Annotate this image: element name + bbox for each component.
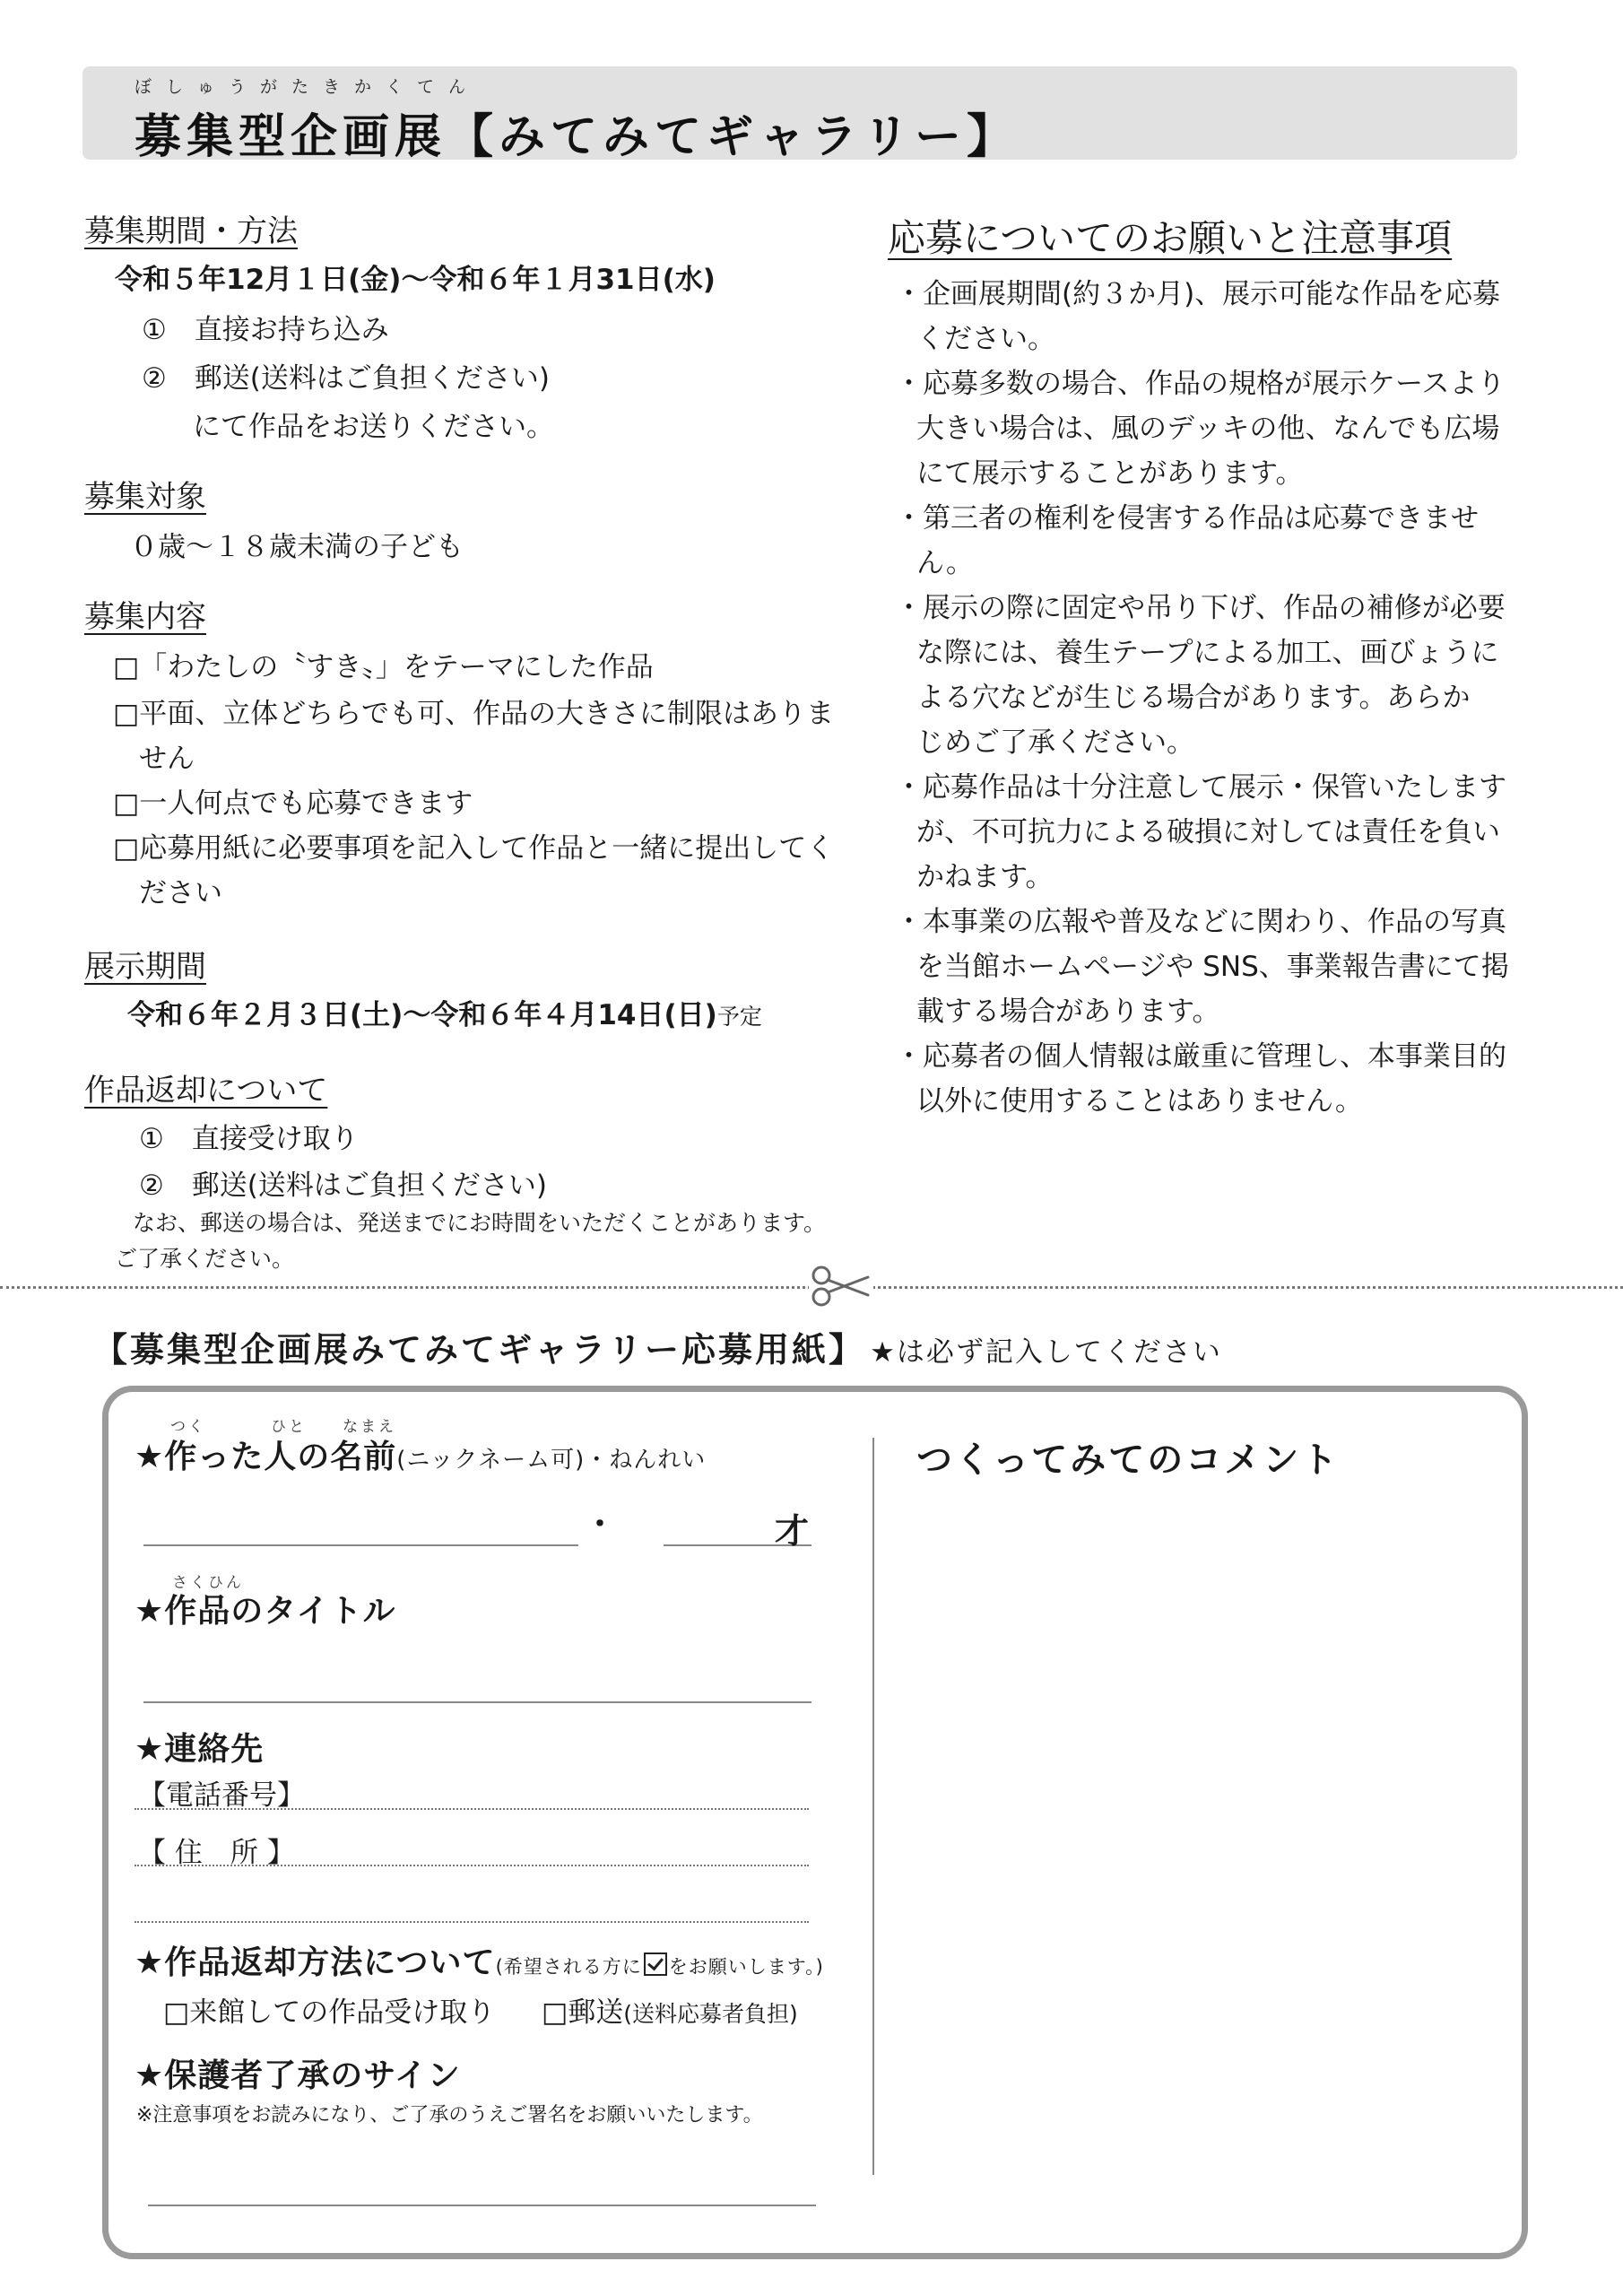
name-input-line[interactable]	[143, 1544, 578, 1546]
target-text: ０歳～１８歳未満の子ども	[130, 531, 464, 563]
content-heading: 募集内容	[84, 599, 206, 635]
notes-line: を当館ホームページや SNS、事業報告書にて掲	[916, 951, 1509, 983]
notes-line: ・第三者の権利を侵害する作品は応募できませ	[895, 502, 1479, 535]
notes-line: ください。	[916, 323, 1055, 355]
period-dates: 令和５年12月１日(金)～令和６年１月31日(水)	[115, 264, 716, 296]
exhibit-suffix: 予定	[716, 1004, 762, 1030]
comment-area[interactable]	[883, 1489, 1502, 2170]
name-label: ★作った人の名前	[135, 1439, 397, 1475]
period-heading: 募集期間・方法	[84, 213, 298, 249]
return-method-2: ② 郵送(送料はご負担ください)	[139, 1170, 547, 1202]
address-input-line-2[interactable]	[135, 1921, 809, 1923]
notes-line: にて展示することがあります。	[916, 457, 1304, 490]
return-method-note: (希望される方に をお願いします。)	[496, 1956, 824, 1978]
title-label: ★作品のタイトル	[135, 1593, 396, 1630]
name-ruby-namae: なまえ	[343, 1418, 396, 1436]
notes-line: ん。	[916, 547, 974, 579]
age-unit: 才	[775, 1511, 810, 1551]
phone-input-line[interactable]	[135, 1808, 809, 1810]
name-label-row	[135, 1431, 706, 1477]
form-divider	[872, 1438, 874, 2175]
notes-line: ・応募多数の場合、作品の規格が展示ケースより	[895, 368, 1506, 400]
page-title: 募集型企画展【みてみてギャラリー】	[135, 110, 1020, 164]
signature-line[interactable]	[148, 2205, 816, 2206]
content-line: □平面、立体どちらでも可、作品の大きさに制限はありま	[113, 698, 834, 730]
name-ruby-hito: ひと	[271, 1418, 307, 1436]
contact-label: ★連絡先	[135, 1731, 265, 1768]
notes-line: ・応募作品は十分注意して展示・保管いたします	[895, 771, 1506, 804]
title-ruby: さくひん	[172, 1574, 244, 1592]
form-subheading: ★は必ず記入してください	[870, 1336, 1222, 1369]
address-input-line[interactable]	[135, 1865, 809, 1866]
content-line: □応募用紙に必要事項を記入して作品と一緒に提出してく	[113, 832, 835, 865]
notes-line: な際には、養生テープによる加工、画びょうに	[916, 637, 1499, 669]
checkmark-box-icon	[644, 1952, 667, 1976]
phone-label: 【電話番号】	[138, 1779, 305, 1812]
return-method-1: ① 直接受け取り	[139, 1123, 359, 1155]
return-option-pickup[interactable]: □来館しての作品受け取り	[163, 1996, 496, 2029]
notes-line: ・応募者の個人情報は厳重に管理し、本事業目的	[895, 1040, 1506, 1073]
notes-line: 大きい場合は、風のデッキの他、なんでも広場	[916, 413, 1500, 445]
return-heading: 作品返却について	[84, 1073, 328, 1109]
notes-line: 以外に使用することはありません。	[916, 1085, 1363, 1118]
notes-line: かねます。	[916, 861, 1054, 893]
notes-line: が、不可抗力による破損に対しては責任を負い	[916, 816, 1500, 848]
exhibit-heading: 展示期間	[84, 949, 206, 985]
period-method-1: ① 直接お持ち込み	[142, 314, 389, 346]
notes-line: よる穴などが生じる場合があります。あらか	[916, 682, 1471, 714]
form-heading-row	[93, 1322, 1222, 1371]
form-heading: 【募集型企画展みてみてギャラリー応募用紙】	[93, 1330, 866, 1370]
name-label-sub: (ニックネーム可)・ねんれい	[396, 1447, 707, 1474]
notes-line: ・展示の際に固定や吊り下げ、作品の補修が必要	[895, 592, 1506, 624]
return-method-label: ★作品返却方法について	[135, 1944, 496, 1981]
notes-line: ・本事業の広報や普及などに関わり、作品の写真	[895, 906, 1506, 938]
period-method-2: ② 郵送(送料はご負担ください)	[142, 362, 550, 395]
content-line: ださい	[139, 877, 222, 909]
return-note: なお、郵送の場合は、発送までにお時間をいただくことがあります。	[133, 1210, 827, 1236]
notes-heading: 応募についてのお願いと注意事項	[888, 216, 1453, 260]
scissors-icon	[809, 1259, 873, 1313]
title-ruby: ぼしゅうがたきかくてん	[135, 77, 481, 97]
return-method-row	[135, 1937, 824, 1983]
content-line: □「わたしの〝すき〟」をテーマにした作品	[113, 651, 654, 683]
exhibit-dates: 令和６年２月３日(土)～令和６年４月14日(日)	[127, 999, 717, 1031]
notes-line: じめご了承ください。	[916, 726, 1194, 759]
address-label: 【 住 所 】	[138, 1837, 295, 1869]
name-ruby-tsuku: つく	[170, 1418, 206, 1436]
name-age-separator: ・	[585, 1507, 615, 1543]
target-heading: 募集対象	[84, 479, 206, 515]
notes-line: 載する場合があります。	[916, 996, 1220, 1028]
title-input-line[interactable]	[143, 1701, 812, 1703]
content-line: せん	[139, 743, 195, 775]
notes-line: ・企画展期間(約３か月)、展示可能な作品を応募	[895, 278, 1501, 310]
exhibit-dates-row	[127, 992, 762, 1032]
period-method-note: にて作品をお送りください。	[193, 411, 554, 443]
return-option-mail[interactable]: □郵送(送料応募者負担)	[542, 1996, 798, 2029]
guardian-note: ※注意事項をお読みになり、ご了承のうえご署名をお願いいたします。	[136, 2104, 763, 2126]
guardian-label: ★保護者了承のサイン	[135, 2057, 461, 2094]
content-line: □一人何点でも応募できます	[113, 787, 473, 820]
comment-label: つくってみてのコメント	[916, 1439, 1341, 1481]
return-note: ご了承ください。	[115, 1246, 295, 1272]
